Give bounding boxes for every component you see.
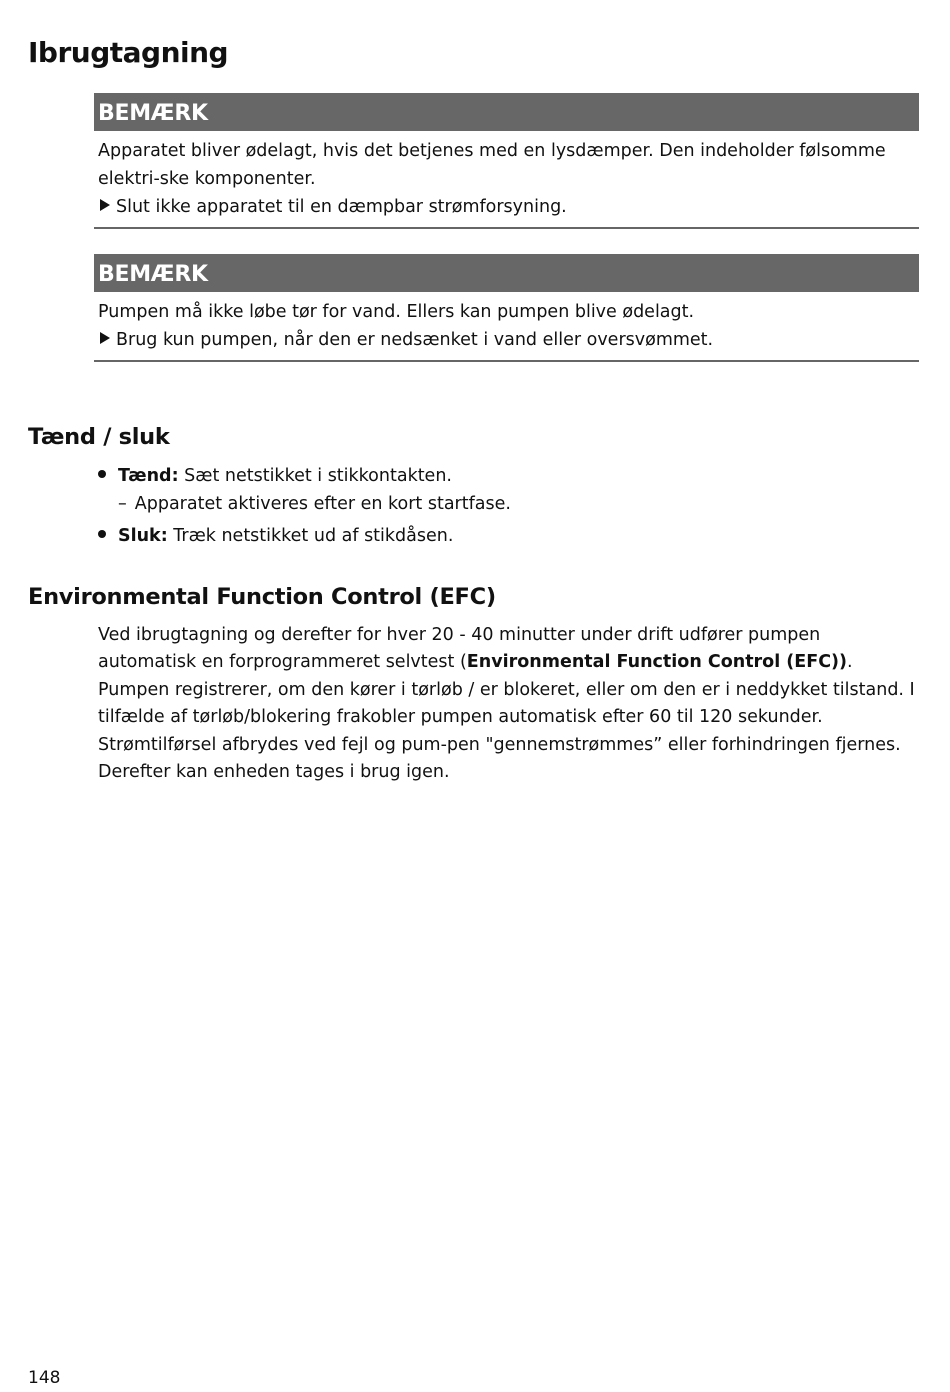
section-heading-on-off: Tænd / sluk	[28, 424, 170, 450]
instruction-text: Slut ikke apparatet til en dæmpbar strømforsyning.	[116, 197, 567, 217]
instruction-text: Brug kun pumpen, når den er nedsænket i vand eller oversvømmet.	[116, 330, 714, 350]
notice-body	[94, 292, 919, 362]
efc-bold-term: Environmental Function Control (EFC))	[466, 652, 848, 673]
item-label: Sluk:	[118, 526, 168, 546]
item-text: Sæt netstikket i stikkontakten.	[178, 466, 452, 486]
item-text: Træk netstikket ud af stikdåsen.	[167, 526, 454, 546]
efc-text-after: . Pumpen registrerer, om den kører i tørløb / er blokeret, eller om den er i neddykket tilstand. I tilfælde af tørløb/blokering frakobler pumpen automatisk efter 60 til 120 sekunder. Strømtilførsel afbrydes ved fejl og pum-pen "gennemstrømmes” eller forhindringen fjernes. Derefter kan enheden tages i brug igen.	[98, 652, 915, 783]
item-label: Tænd:	[118, 466, 179, 486]
notice-text: Apparatet bliver ødelagt, hvis det betjenes med en lysdæmper. Den indeholder følsomme elektri-ske komponenter.	[98, 141, 886, 189]
notice-header: BEMÆRK	[94, 254, 919, 292]
bullet-icon	[98, 530, 106, 538]
result-text: Apparatet aktiveres efter en kort startfase.	[134, 494, 511, 514]
list-item	[98, 522, 918, 550]
page-title: Ibrugtagning	[28, 36, 229, 69]
on-off-list	[98, 462, 918, 550]
notice-text: Pumpen må ikke løbe tør for vand. Ellers kan pumpen blive ødelagt.	[98, 302, 695, 322]
efc-text-before: Ved ibrugtagning og derefter for hver 20 - 40 minutter under drift udfører pumpen automatisk en forprogrammeret selvtest (	[98, 625, 821, 673]
notice-box	[94, 93, 919, 229]
notice-instruction	[98, 193, 919, 221]
arrow-right-icon	[100, 332, 110, 344]
section-heading-efc: Environmental Function Control (EFC)	[28, 584, 496, 610]
notice-instruction	[98, 326, 919, 354]
dash-icon: –	[118, 494, 127, 514]
notice-header: BEMÆRK	[94, 93, 919, 131]
list-item	[98, 462, 918, 490]
page-number: 148	[28, 1368, 61, 1388]
bullet-icon	[98, 470, 106, 478]
result-line	[98, 490, 918, 518]
efc-paragraph	[98, 622, 916, 786]
notice-box	[94, 254, 919, 362]
arrow-right-icon	[100, 199, 110, 211]
notice-body	[94, 131, 919, 229]
